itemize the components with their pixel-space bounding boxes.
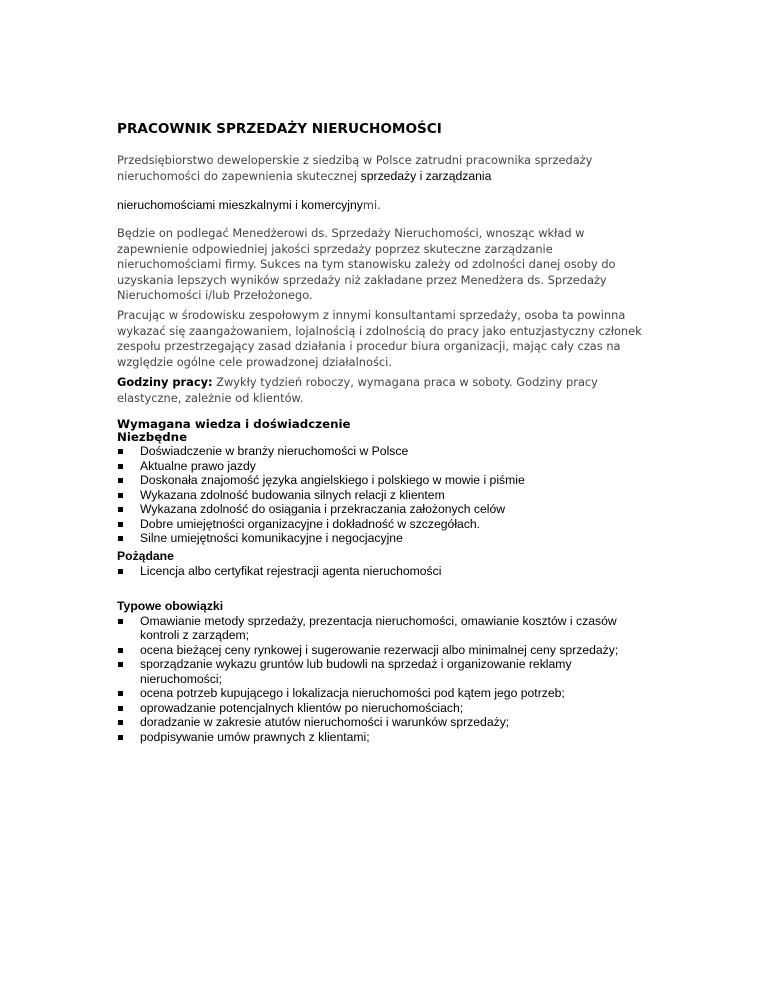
requirements-heading: Wymagana wiedza i doświadczenie [117, 417, 351, 431]
list-item: Wykazana zdolność budowania silnych relacji z klientem [117, 488, 647, 503]
intro-text: Przedsiębiorstwo deweloperskie z siedzibą w Polsce zatrudni pracownika sprzedaży nieruchomości do zapewnienia skutecznej [117, 153, 593, 183]
desirable-label: Pożądane [117, 549, 174, 563]
list-item: Doskonała znajomość języka angielskiego i polskiego w mowie i piśmie [117, 473, 647, 488]
intro-text-continued: nieruchomościami mieszkalnymi i komercyjny [117, 198, 363, 212]
teamwork-paragraph: Pracując w środowisku zespołowym z innymi konsultantami sprzedaży, osoba ta powinna wykazać się zaangażowaniem, lojalnością i zdolnością do pracy jako entuzjastyczny członek zespołu przestrzegający zasad działania i procedur biura organizacji, mając cały czas na względzie ogólne cele prowadzonej działalności. [117, 308, 642, 369]
page-title: PRACOWNIK SPRZEDAŻY NIERUCHOMOŚCI [117, 121, 442, 137]
intro-paragraph-continued [117, 198, 647, 214]
list-item: Licencja albo certyfikat rejestracji agenta nieruchomości [117, 564, 647, 579]
duties-heading: Typowe obowiązki [117, 599, 224, 613]
working-hours-label: Godziny pracy: [117, 375, 213, 389]
working-hours-paragraph [117, 375, 647, 406]
essential-list [117, 444, 647, 546]
list-item: ocena potrzeb kupującego i lokalizacja nieruchomości pod kątem jego potrzeb; [117, 686, 647, 701]
list-item: Silne umiejętności komunikacyjne i negocjacyjne [117, 531, 647, 546]
requirements-section [117, 418, 647, 546]
intro-text-end: mi. [362, 198, 381, 212]
list-item: Aktualne prawo jazdy [117, 459, 647, 474]
duties-list [117, 614, 647, 745]
list-item: podpisywanie umów prawnych z klientami; [117, 730, 647, 745]
list-item: Wykazana zdolność do osiągania i przekraczania założonych celów [117, 502, 647, 517]
working-hours-text: Zwykły tydzień roboczy, wymagana praca w soboty. Godziny pracy elastyczne, zależnie od klientów. [117, 375, 598, 405]
essential-label: Niezbędne [117, 430, 188, 444]
list-item: oprowadzanie potencjalnych klientów po nieruchomościach; [117, 701, 647, 716]
desirable-section [117, 549, 647, 578]
list-item: Omawianie metody sprzedaży, prezentacja nieruchomości, omawianie kosztów i czasów kontroli z zarządem; [117, 614, 647, 643]
desirable-list [117, 564, 647, 579]
duties-section [117, 599, 647, 744]
list-item: ocena bieżącej ceny rynkowej i sugerowanie rezerwacji albo minimalnej ceny sprzedaży; [117, 643, 647, 658]
list-item: Doświadczenie w branży nieruchomości w Polsce [117, 444, 647, 459]
list-item: sporządzanie wykazu gruntów lub budowli na sprzedaż i organizowanie reklamy nieruchomości; [117, 657, 647, 686]
list-item: doradzanie w zakresie atutów nieruchomości i warunków sprzedaży; [117, 715, 647, 730]
intro-text-emphasis: sprzedaży i zarządzania [360, 168, 492, 183]
intro-paragraph [117, 153, 647, 184]
reporting-paragraph: Będzie on podlegać Menedżerowi ds. Sprzedaży Nieruchomości, wnosząc wkład w zapewnienie odpowiedniej jakości sprzedaży poprzez skuteczne zarządzanie nieruchomościami firmy. Sukces na tym stanowisku zależy od zdolności danej osoby do uzyskania lepszych wyników sprzedaży niż zakładane przez Menedżera ds. Sprzedaży Nieruchomości i/lub Przełożonego. [117, 226, 616, 302]
list-item: Dobre umiejętności organizacyjne i dokładność w szczegółach. [117, 517, 647, 532]
